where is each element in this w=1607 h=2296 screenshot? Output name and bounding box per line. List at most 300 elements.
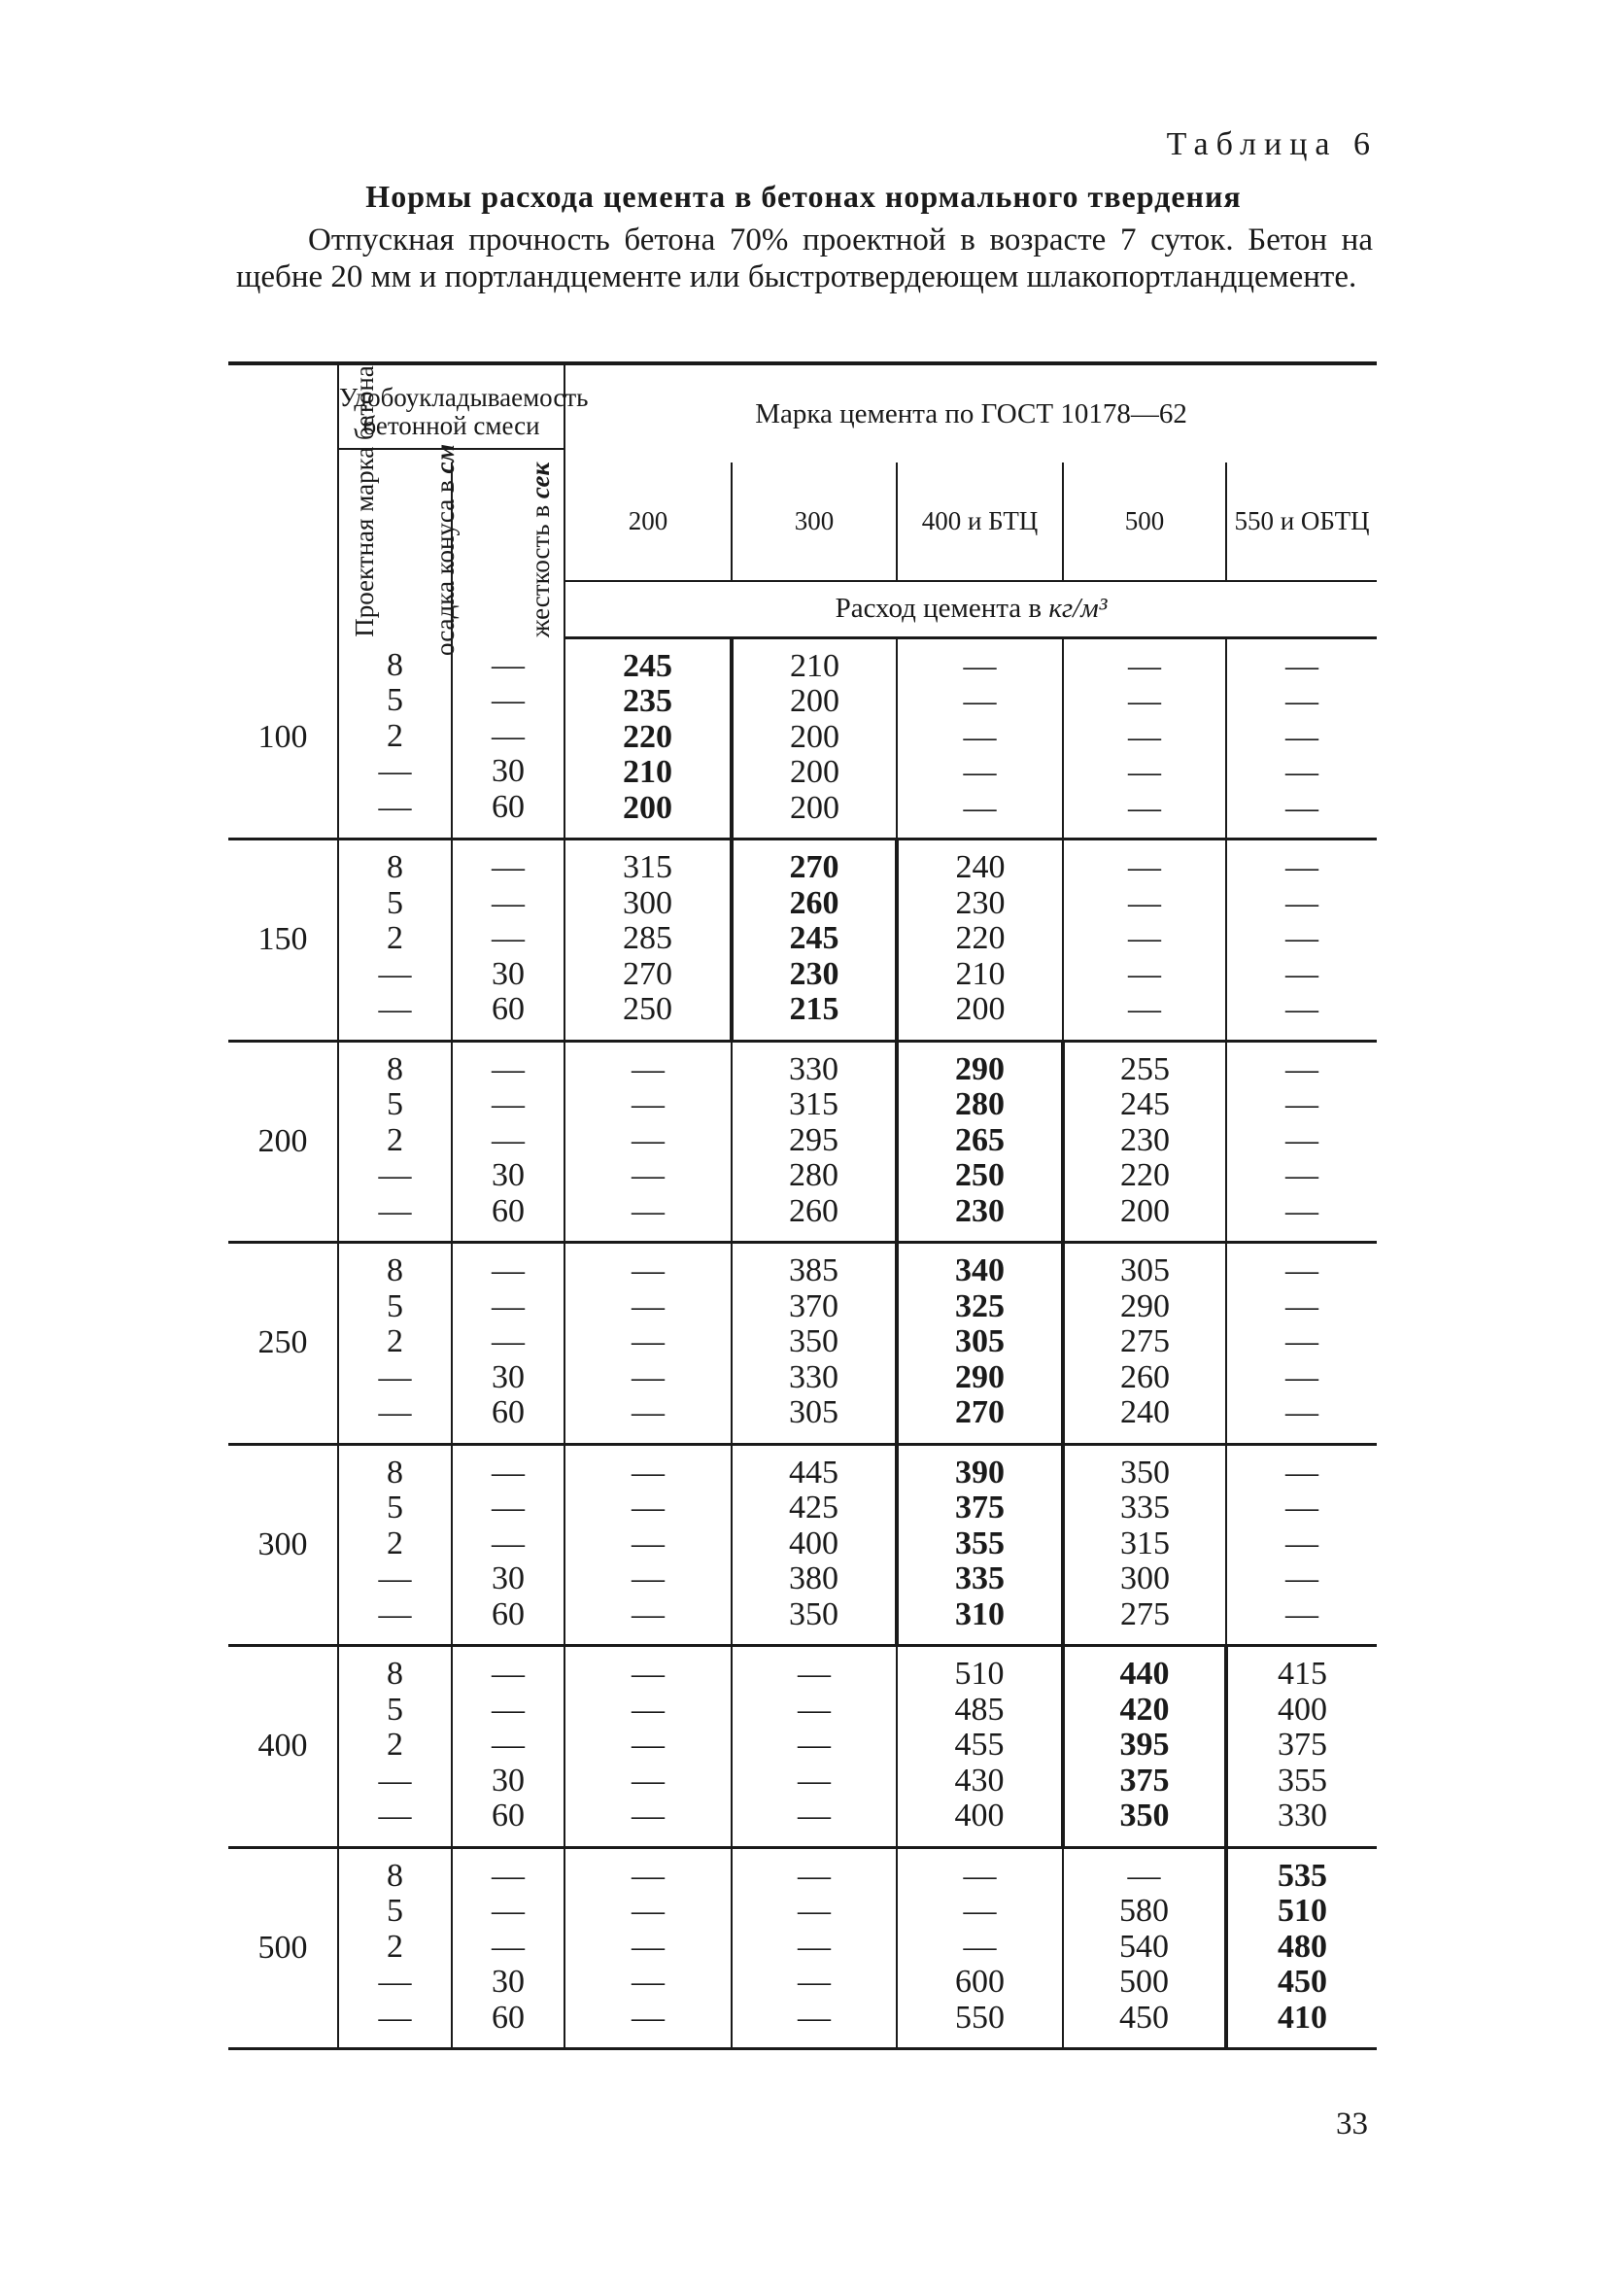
table-row (228, 1646, 1377, 1848)
cell-value: — (963, 789, 997, 826)
consumption-cell (732, 1646, 897, 1848)
cell-value: — (492, 1893, 525, 1929)
cell-value: — (492, 1928, 525, 1965)
cell-value: 200 (790, 789, 840, 826)
cell-value: 535 (1278, 1857, 1328, 1894)
cell-value: — (798, 1857, 832, 1894)
intro-paragraph: Отпускная прочность бетона 70% проектной в возрасте 7 суток. Бетон на щебне 20 мм и портландцементе или быстротвердеющем шлакопортландцементе. (236, 223, 1373, 294)
cell-value: — (1285, 1287, 1319, 1324)
cell-value: 600 (955, 1964, 1006, 2000)
cell-value: — (492, 1691, 525, 1728)
cell-value: — (378, 1560, 412, 1596)
cell-value: 260 (789, 1192, 839, 1229)
cell-value: — (798, 1798, 832, 1833)
cell-value: — (632, 1727, 666, 1763)
cell-value: — (492, 1050, 525, 1087)
cell-value: — (378, 1595, 412, 1632)
concrete-grade-cell: 200 (228, 1041, 338, 1243)
cell-value: 8 (387, 1454, 403, 1491)
cell-value: — (1285, 955, 1319, 992)
cell-value: — (378, 1394, 412, 1430)
cell-value: — (492, 920, 525, 956)
cell-value: 60 (492, 1192, 525, 1229)
cell-value: — (378, 1798, 412, 1833)
header-cement-500: 500 (1063, 463, 1226, 581)
cell-value: 30 (492, 753, 525, 790)
cell-value: 60 (492, 1595, 525, 1632)
cell-value: 2 (387, 1323, 403, 1359)
cell-value: — (1127, 1857, 1161, 1894)
cell-value: 280 (955, 1086, 1006, 1122)
cell-value: 250 (623, 991, 673, 1027)
slump-cell (338, 637, 452, 840)
consumption-cell (564, 637, 732, 840)
cell-value: 285 (623, 920, 673, 956)
consumption-cell (1063, 1041, 1226, 1243)
consumption-cell (1063, 1847, 1226, 2049)
cell-value: 295 (789, 1121, 839, 1158)
cell-value: 245 (623, 647, 673, 684)
cell-value: — (632, 1121, 666, 1158)
cell-value: 350 (789, 1323, 839, 1359)
cell-value: — (492, 884, 525, 921)
cell-value: 300 (623, 884, 673, 921)
slump-cell (338, 1041, 452, 1243)
consumption-cell (1063, 1444, 1226, 1646)
cell-value: — (378, 1999, 412, 2036)
cell-value: 60 (492, 1394, 525, 1430)
cell-value: — (492, 1252, 525, 1288)
cell-value: — (632, 1525, 666, 1561)
table-label: Таблица 6 (1166, 126, 1378, 162)
cell-value: — (632, 1656, 666, 1692)
cell-value: 230 (955, 884, 1006, 921)
header-slump: осадка конуса в см (338, 463, 452, 637)
concrete-grade-cell: 400 (228, 1646, 338, 1848)
consumption-cell (897, 637, 1063, 840)
cell-value: 240 (1120, 1394, 1171, 1430)
table-row (228, 840, 1377, 1042)
slump-cell (338, 1847, 452, 2049)
cell-value: — (1285, 1050, 1319, 1087)
cell-value: — (492, 682, 525, 719)
header-cement-550-obtc: 550 и ОБТЦ (1226, 463, 1377, 581)
header-stiffness: жесткость в сек (452, 463, 564, 637)
cell-value: 30 (492, 1358, 525, 1395)
consumption-cell (1226, 1646, 1377, 1848)
consumption-cell (1226, 1243, 1377, 1445)
cell-value: 350 (1120, 1454, 1171, 1491)
stiffness-cell (452, 1847, 564, 2049)
cell-value: 2 (387, 717, 403, 754)
consumption-cell (1226, 1041, 1377, 1243)
consumption-cell (897, 1243, 1063, 1445)
cell-value: 325 (955, 1287, 1006, 1324)
cell-value: — (963, 718, 997, 755)
concrete-grade-cell: 250 (228, 1243, 338, 1445)
cell-value: 480 (1278, 1928, 1328, 1965)
concrete-grade-cell: 100 (228, 637, 338, 840)
cell-value: 430 (954, 1762, 1005, 1799)
cell-value: 30 (492, 1964, 525, 2000)
concrete-grade-cell: 150 (228, 840, 338, 1042)
cell-value: 275 (1120, 1323, 1171, 1359)
cell-value: 230 (1120, 1121, 1171, 1158)
table-row (228, 1243, 1377, 1445)
cell-value: 8 (387, 1857, 403, 1894)
cell-value: 500 (1119, 1964, 1170, 2000)
cell-value: — (963, 683, 997, 719)
concrete-grade-cell: 500 (228, 1847, 338, 2049)
cell-value: — (1285, 754, 1319, 790)
table-row (228, 1444, 1377, 1646)
cell-value: 215 (789, 991, 839, 1027)
cell-value: — (798, 1928, 832, 1965)
cell-value: — (632, 1560, 666, 1596)
cell-value: — (378, 1762, 412, 1799)
cell-value: — (492, 1287, 525, 1324)
cell-value: 5 (387, 1893, 403, 1929)
cell-value: 410 (1278, 1999, 1328, 2036)
cell-value: — (632, 1454, 666, 1491)
cell-value: — (798, 1893, 832, 1929)
cell-value: 355 (1278, 1762, 1328, 1799)
header-cement-400-btc: 400 и БТЦ (897, 463, 1063, 581)
cell-value: 395 (1119, 1727, 1170, 1763)
cell-value: 8 (387, 1050, 403, 1087)
cell-value: — (632, 1394, 666, 1430)
cell-value: — (1285, 1595, 1319, 1632)
cell-value: — (1285, 1454, 1319, 1491)
cell-value: 305 (1120, 1252, 1171, 1288)
consumption-cell (564, 840, 732, 1042)
cell-value: — (632, 1086, 666, 1122)
consumption-cell (1063, 840, 1226, 1042)
cell-value: — (492, 717, 525, 754)
page-number: 33 (1336, 2107, 1368, 2142)
cell-value: 30 (492, 1560, 525, 1596)
consumption-cell (732, 1041, 897, 1243)
cell-value: 8 (387, 849, 403, 885)
cell-value: — (1285, 1086, 1319, 1122)
cell-value: 30 (492, 955, 525, 992)
consumption-cell (1226, 1444, 1377, 1646)
consumption-cell (732, 1847, 897, 2049)
cell-value: 400 (954, 1798, 1005, 1833)
cell-value: 245 (789, 920, 839, 956)
cell-value: — (1128, 683, 1162, 719)
cell-value: — (632, 1999, 666, 2036)
cell-value: — (963, 1857, 997, 1894)
cell-value: — (798, 1999, 832, 2036)
cell-value: 335 (1120, 1490, 1171, 1525)
cell-value: 245 (1120, 1086, 1171, 1122)
consumption-cell (897, 840, 1063, 1042)
cell-value: — (492, 646, 525, 683)
cell-value: — (1285, 1560, 1319, 1596)
cell-value: — (1128, 849, 1162, 885)
stiffness-cell (452, 1444, 564, 1646)
header-cement-grade: Марка цемента по ГОСТ 10178—62 (564, 363, 1377, 463)
cell-value: — (1285, 1157, 1319, 1193)
cell-value: — (963, 1893, 997, 1929)
cell-value: 335 (955, 1560, 1006, 1596)
cell-value: — (492, 1086, 525, 1122)
cell-value: — (378, 1192, 412, 1229)
cell-value: — (632, 1691, 666, 1728)
cell-value: 30 (492, 1157, 525, 1193)
cell-value: 375 (1119, 1762, 1170, 1799)
cell-value: 5 (387, 884, 403, 921)
cell-value: 290 (1120, 1287, 1171, 1324)
table-row (228, 637, 1377, 840)
consumption-cell (732, 637, 897, 840)
cell-value: 400 (789, 1525, 839, 1561)
cell-value: 315 (623, 849, 673, 885)
cell-value: — (632, 1157, 666, 1193)
consumption-cell (897, 1444, 1063, 1646)
cell-value: 5 (387, 1086, 403, 1122)
cell-value: 315 (789, 1086, 839, 1122)
cell-value: 200 (790, 683, 840, 719)
cell-value: 250 (955, 1157, 1006, 1193)
cell-value: 290 (955, 1050, 1006, 1087)
cell-value: 255 (1120, 1050, 1171, 1087)
cell-value: 370 (789, 1287, 839, 1324)
cell-value: — (1285, 1323, 1319, 1359)
slump-cell (338, 840, 452, 1042)
cell-value: 550 (955, 1999, 1006, 2036)
cell-value: — (632, 1287, 666, 1324)
cell-value: 200 (623, 789, 673, 826)
cell-value: 5 (387, 682, 403, 719)
cell-value: — (378, 955, 412, 992)
cell-value: 380 (789, 1560, 839, 1596)
cell-value: 270 (955, 1394, 1006, 1430)
cell-value: 350 (1119, 1798, 1170, 1833)
consumption-cell (564, 1444, 732, 1646)
cell-value: 200 (1120, 1192, 1171, 1229)
cell-value: 375 (1278, 1727, 1328, 1763)
header-cement-200: 200 (564, 463, 732, 581)
cell-value: — (963, 754, 997, 790)
cell-value: — (1285, 884, 1319, 921)
cell-value: — (1285, 683, 1319, 719)
header-cement-300: 300 (732, 463, 897, 581)
cell-value: — (1285, 647, 1319, 684)
cell-value: 305 (955, 1323, 1006, 1359)
cell-value: 375 (955, 1490, 1006, 1525)
cell-value: — (632, 1490, 666, 1525)
cell-value: 390 (955, 1454, 1006, 1491)
cell-value: — (632, 1964, 666, 2000)
cell-value: — (492, 1525, 525, 1561)
cell-value: 2 (387, 1121, 403, 1158)
cell-value: — (1285, 1490, 1319, 1525)
cell-value: 355 (955, 1525, 1006, 1561)
cell-value: — (798, 1762, 832, 1799)
cell-value: — (798, 1691, 832, 1728)
consumption-cell (897, 1847, 1063, 2049)
cell-value: 210 (623, 754, 673, 790)
cell-value: 60 (492, 788, 525, 825)
cell-value: — (632, 1762, 666, 1799)
consumption-cell (897, 1646, 1063, 1848)
cell-value: — (378, 753, 412, 790)
cell-value: 580 (1119, 1893, 1170, 1929)
cell-value: 440 (1119, 1656, 1170, 1692)
header-concrete-grade: Проектная марка бетона (228, 363, 338, 637)
cell-value: 265 (955, 1121, 1006, 1158)
cell-value: 230 (789, 955, 839, 992)
cell-value: 290 (955, 1358, 1006, 1395)
cell-value: — (378, 788, 412, 825)
cell-value: — (1285, 1121, 1319, 1158)
cell-value: 230 (955, 1192, 1006, 1229)
stiffness-cell (452, 1041, 564, 1243)
cell-value: — (1285, 718, 1319, 755)
stiffness-cell (452, 637, 564, 840)
cell-value: 280 (789, 1157, 839, 1193)
cell-value: 210 (955, 955, 1006, 992)
cell-value: 485 (954, 1691, 1005, 1728)
cell-value: — (632, 1323, 666, 1359)
cement-norms-table (228, 361, 1377, 2050)
header-workability: Удобоукладываемость бетонной смеси (338, 363, 564, 463)
cell-value: — (1285, 1192, 1319, 1229)
cell-value: — (632, 1252, 666, 1288)
cell-value: — (1128, 955, 1162, 992)
consumption-cell (1063, 1646, 1226, 1848)
consumption-cell (564, 1243, 732, 1445)
consumption-cell (732, 1243, 897, 1445)
cell-value: — (1285, 1358, 1319, 1395)
cell-value: 425 (789, 1490, 839, 1525)
cell-value: — (1285, 920, 1319, 956)
consumption-cell (564, 1847, 732, 2049)
cell-value: — (632, 1192, 666, 1229)
cell-value: 60 (492, 991, 525, 1027)
cell-value: 60 (492, 1999, 525, 2036)
cell-value: 450 (1119, 1999, 1170, 2036)
cell-value: — (632, 1893, 666, 1929)
cell-value: 240 (955, 849, 1006, 885)
consumption-cell (1063, 1243, 1226, 1445)
table-row (228, 1847, 1377, 2049)
cell-value: 350 (789, 1595, 839, 1632)
cell-value: 445 (789, 1454, 839, 1491)
cell-value: — (378, 991, 412, 1027)
cell-value: — (492, 1656, 525, 1692)
cell-value: 220 (1120, 1157, 1171, 1193)
cell-value: 510 (954, 1656, 1005, 1692)
cell-value: 450 (1278, 1964, 1328, 2000)
cell-value: 275 (1120, 1595, 1171, 1632)
cell-value: — (798, 1727, 832, 1763)
cell-value: — (1285, 849, 1319, 885)
cell-value: — (378, 1964, 412, 2000)
cell-value: 5 (387, 1490, 403, 1525)
consumption-cell (897, 1041, 1063, 1243)
cell-value: 315 (1120, 1525, 1171, 1561)
cell-value: 220 (955, 920, 1006, 956)
cell-value: — (1285, 1252, 1319, 1288)
cell-value: 8 (387, 646, 403, 683)
cell-value: — (492, 849, 525, 885)
table-title: Нормы расхода цемента в бетонах нормального твердения (365, 179, 1242, 214)
cell-value: 400 (1278, 1691, 1328, 1728)
consumption-cell (564, 1646, 732, 1848)
cell-value: 300 (1120, 1560, 1171, 1596)
cell-value: 340 (955, 1252, 1006, 1288)
cell-value: 260 (789, 884, 839, 921)
slump-cell (338, 1646, 452, 1848)
cell-value: — (1285, 991, 1319, 1027)
cell-value: 330 (1278, 1798, 1328, 1833)
cell-value: — (963, 647, 997, 684)
cell-value: — (492, 1323, 525, 1359)
cell-value: 2 (387, 920, 403, 956)
cell-value: 385 (789, 1252, 839, 1288)
consumption-cell (1063, 637, 1226, 840)
table-row (228, 1041, 1377, 1243)
cell-value: — (798, 1656, 832, 1692)
cell-value: 310 (955, 1595, 1006, 1632)
cell-value: 200 (955, 991, 1006, 1027)
cell-value: 270 (623, 955, 673, 992)
cell-value: 210 (790, 647, 840, 684)
cell-value: — (1128, 754, 1162, 790)
cell-value: 415 (1278, 1656, 1328, 1692)
cell-value: 8 (387, 1656, 403, 1692)
cell-value: — (632, 1928, 666, 1965)
cell-value: — (378, 1157, 412, 1193)
cell-value: — (632, 1857, 666, 1894)
cell-value: 200 (790, 754, 840, 790)
cell-value: — (1128, 789, 1162, 826)
cell-value: — (1285, 1394, 1319, 1430)
cell-value: — (1128, 884, 1162, 921)
cell-value: — (798, 1964, 832, 2000)
cell-value: 2 (387, 1727, 403, 1763)
cell-value: — (378, 1358, 412, 1395)
cell-value: — (492, 1490, 525, 1525)
cell-value: 2 (387, 1928, 403, 1965)
header-consumption: Расход цемента в кг/м³ (564, 581, 1377, 637)
cell-value: 455 (954, 1727, 1005, 1763)
consumption-cell (1226, 637, 1377, 840)
cell-value: 5 (387, 1287, 403, 1324)
cell-value: 305 (789, 1394, 839, 1430)
consumption-cell (1226, 840, 1377, 1042)
cell-value: 60 (492, 1798, 525, 1833)
cell-value: — (492, 1121, 525, 1158)
cell-value: 270 (789, 849, 839, 885)
cell-value: 330 (789, 1358, 839, 1395)
cell-value: 8 (387, 1252, 403, 1288)
cell-value: — (632, 1798, 666, 1833)
cell-value: — (632, 1595, 666, 1632)
cell-value: 420 (1119, 1691, 1170, 1728)
cell-value: 200 (790, 718, 840, 755)
cell-value: — (1285, 789, 1319, 826)
cell-value: 30 (492, 1762, 525, 1799)
cell-value: — (1128, 647, 1162, 684)
slump-cell (338, 1243, 452, 1445)
cell-value: 2 (387, 1525, 403, 1561)
cell-value: 220 (623, 718, 673, 755)
cell-value: 540 (1119, 1928, 1170, 1965)
